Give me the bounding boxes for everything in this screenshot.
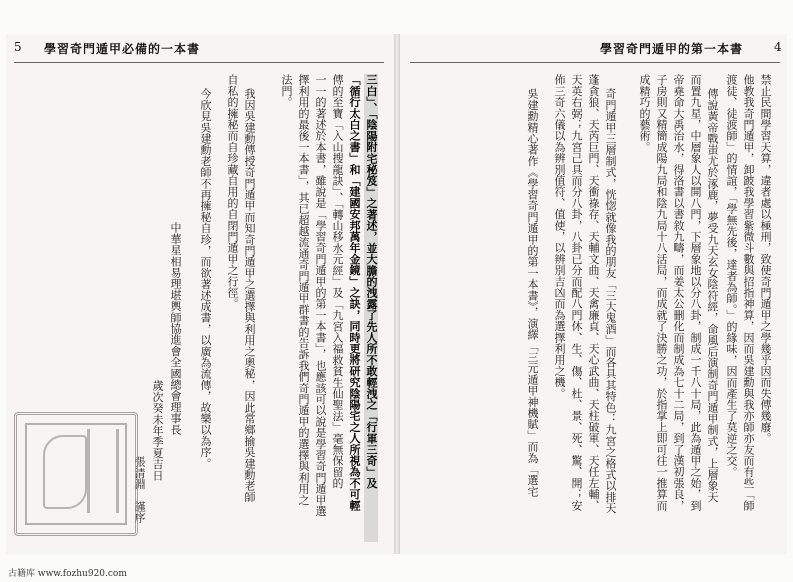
signature-organization: 中華星相易理堪輿師協進會全國總會理事長	[169, 222, 182, 435]
signature-date: 歲次癸未年季夏吉日	[151, 380, 164, 481]
signature-author: 張清淵 謹序	[133, 456, 146, 524]
text-column: 我因吳建勳傳授奇門遁甲而知奇門遁甲之選擇與利用之奧秘，因此常鄉揄吳建勳老師	[243, 88, 256, 503]
text-column: 他教我奇門遁甲，卸跛我學習紫微斗數與招指神算，因而吳建勳與我亦師亦友而有些「師	[742, 74, 755, 511]
text-column: 今欣見吳建勳老師不再擁秘自珍，而欲著述成書，以廣為流傳，故樂以為序。	[199, 88, 212, 469]
text-column: 吳建勳精心著作《學習奇門遁甲的第一本書》，演繹「三元遁甲神機賦」而為「選宅	[526, 88, 539, 497]
footer-watermark: 古籍库 www.fozhu920.com	[8, 569, 127, 579]
text-column: 一一的著述於本書，雖說是「學習奇門遁甲的第一本書」，也應該可以說是學習奇門遁甲選	[314, 74, 327, 517]
text-column: 天英右弼；九宮己具而分八卦，八卦已分而配八門休、生、傷、杜、景、死、驚、開；安	[570, 74, 583, 511]
text-column: 帝堯命大禹治水，得洛書以書敘九疇，而姜太公刪化而制成為七十二局，到了漢初張良，	[672, 74, 685, 511]
text-column: 傳說黃帝戰蚩尤於涿鹿，夢受九天玄女陰符經，命風后演制奇門遁甲制式，上層象天	[706, 88, 719, 503]
left-running-title: 學習奇門遁甲必備的一本書	[44, 42, 201, 56]
seal-stamp	[14, 412, 138, 536]
right-page-number: 4	[774, 40, 782, 54]
text-column: 「循行太白之書」和「建國安邦萬年金鏡」之訣，同時更將研究陰陽宅之人所視為不可輕	[348, 74, 361, 511]
text-column: 傳的至寶「入山搜龍訣」、「轉山移水元經」及「九宮入福救貧生仙聖法」毫無保留的	[331, 74, 344, 489]
text-column-highlighted: 三白」、「陰陽附宅秘笈」之著述，並大膽的洩露了先人所不敢輕洩之「行軍三奇」及	[364, 74, 378, 542]
left-header-rule	[14, 62, 384, 63]
right-header-rule	[410, 62, 780, 63]
text-column: 渡徒、徒渡師」的情誼，「學無先後，達者為師。」的緣味，因而產生了莫逆之交。	[725, 74, 738, 478]
right-running-title: 學習奇門遁甲的第一本書	[600, 42, 744, 56]
text-column: 子房則又精簡成陽九局和陰九局十八活局，而成就了決勝之功，於指掌上即可往一推算而	[655, 74, 668, 511]
text-column: 禁止民間學習天算，違者處以極刑，致使奇門遁甲之學幾乎因而失傳幾廢。	[759, 74, 772, 444]
text-column: 自私的擁秘而自珍藏自用的自閉門遁甲之行徑。	[226, 74, 239, 310]
text-column: 奇門遁甲三層制式，恍惚就像我的朋友「三大鬼酒」而各具其特色：九宮之格式以排天	[604, 88, 617, 514]
text-column: 而置九星，中層象人以開八門，下層象地以分八卦，制成一千八十局，此為遁甲之始，到	[689, 74, 702, 511]
left-page-number: 5	[14, 40, 22, 54]
text-column: 擇利用的最後一本書」，其已超越流通奇門遁甲群書的告訴我們奇門遁甲的選擇與利用之	[297, 74, 310, 506]
text-column: 佈三奇六儀以為辨別值符、值使，以辨別吉凶而為選擇利用之機。	[553, 74, 566, 399]
text-column: 法門。	[280, 74, 293, 108]
text-column: 蓬貪狼、天芮巨門、天衝祿存、天輔文曲、天禽廉貞、天心武曲、天柱破軍、天任左輔、	[587, 74, 600, 511]
text-column: 成精巧的藝術。	[638, 74, 651, 153]
